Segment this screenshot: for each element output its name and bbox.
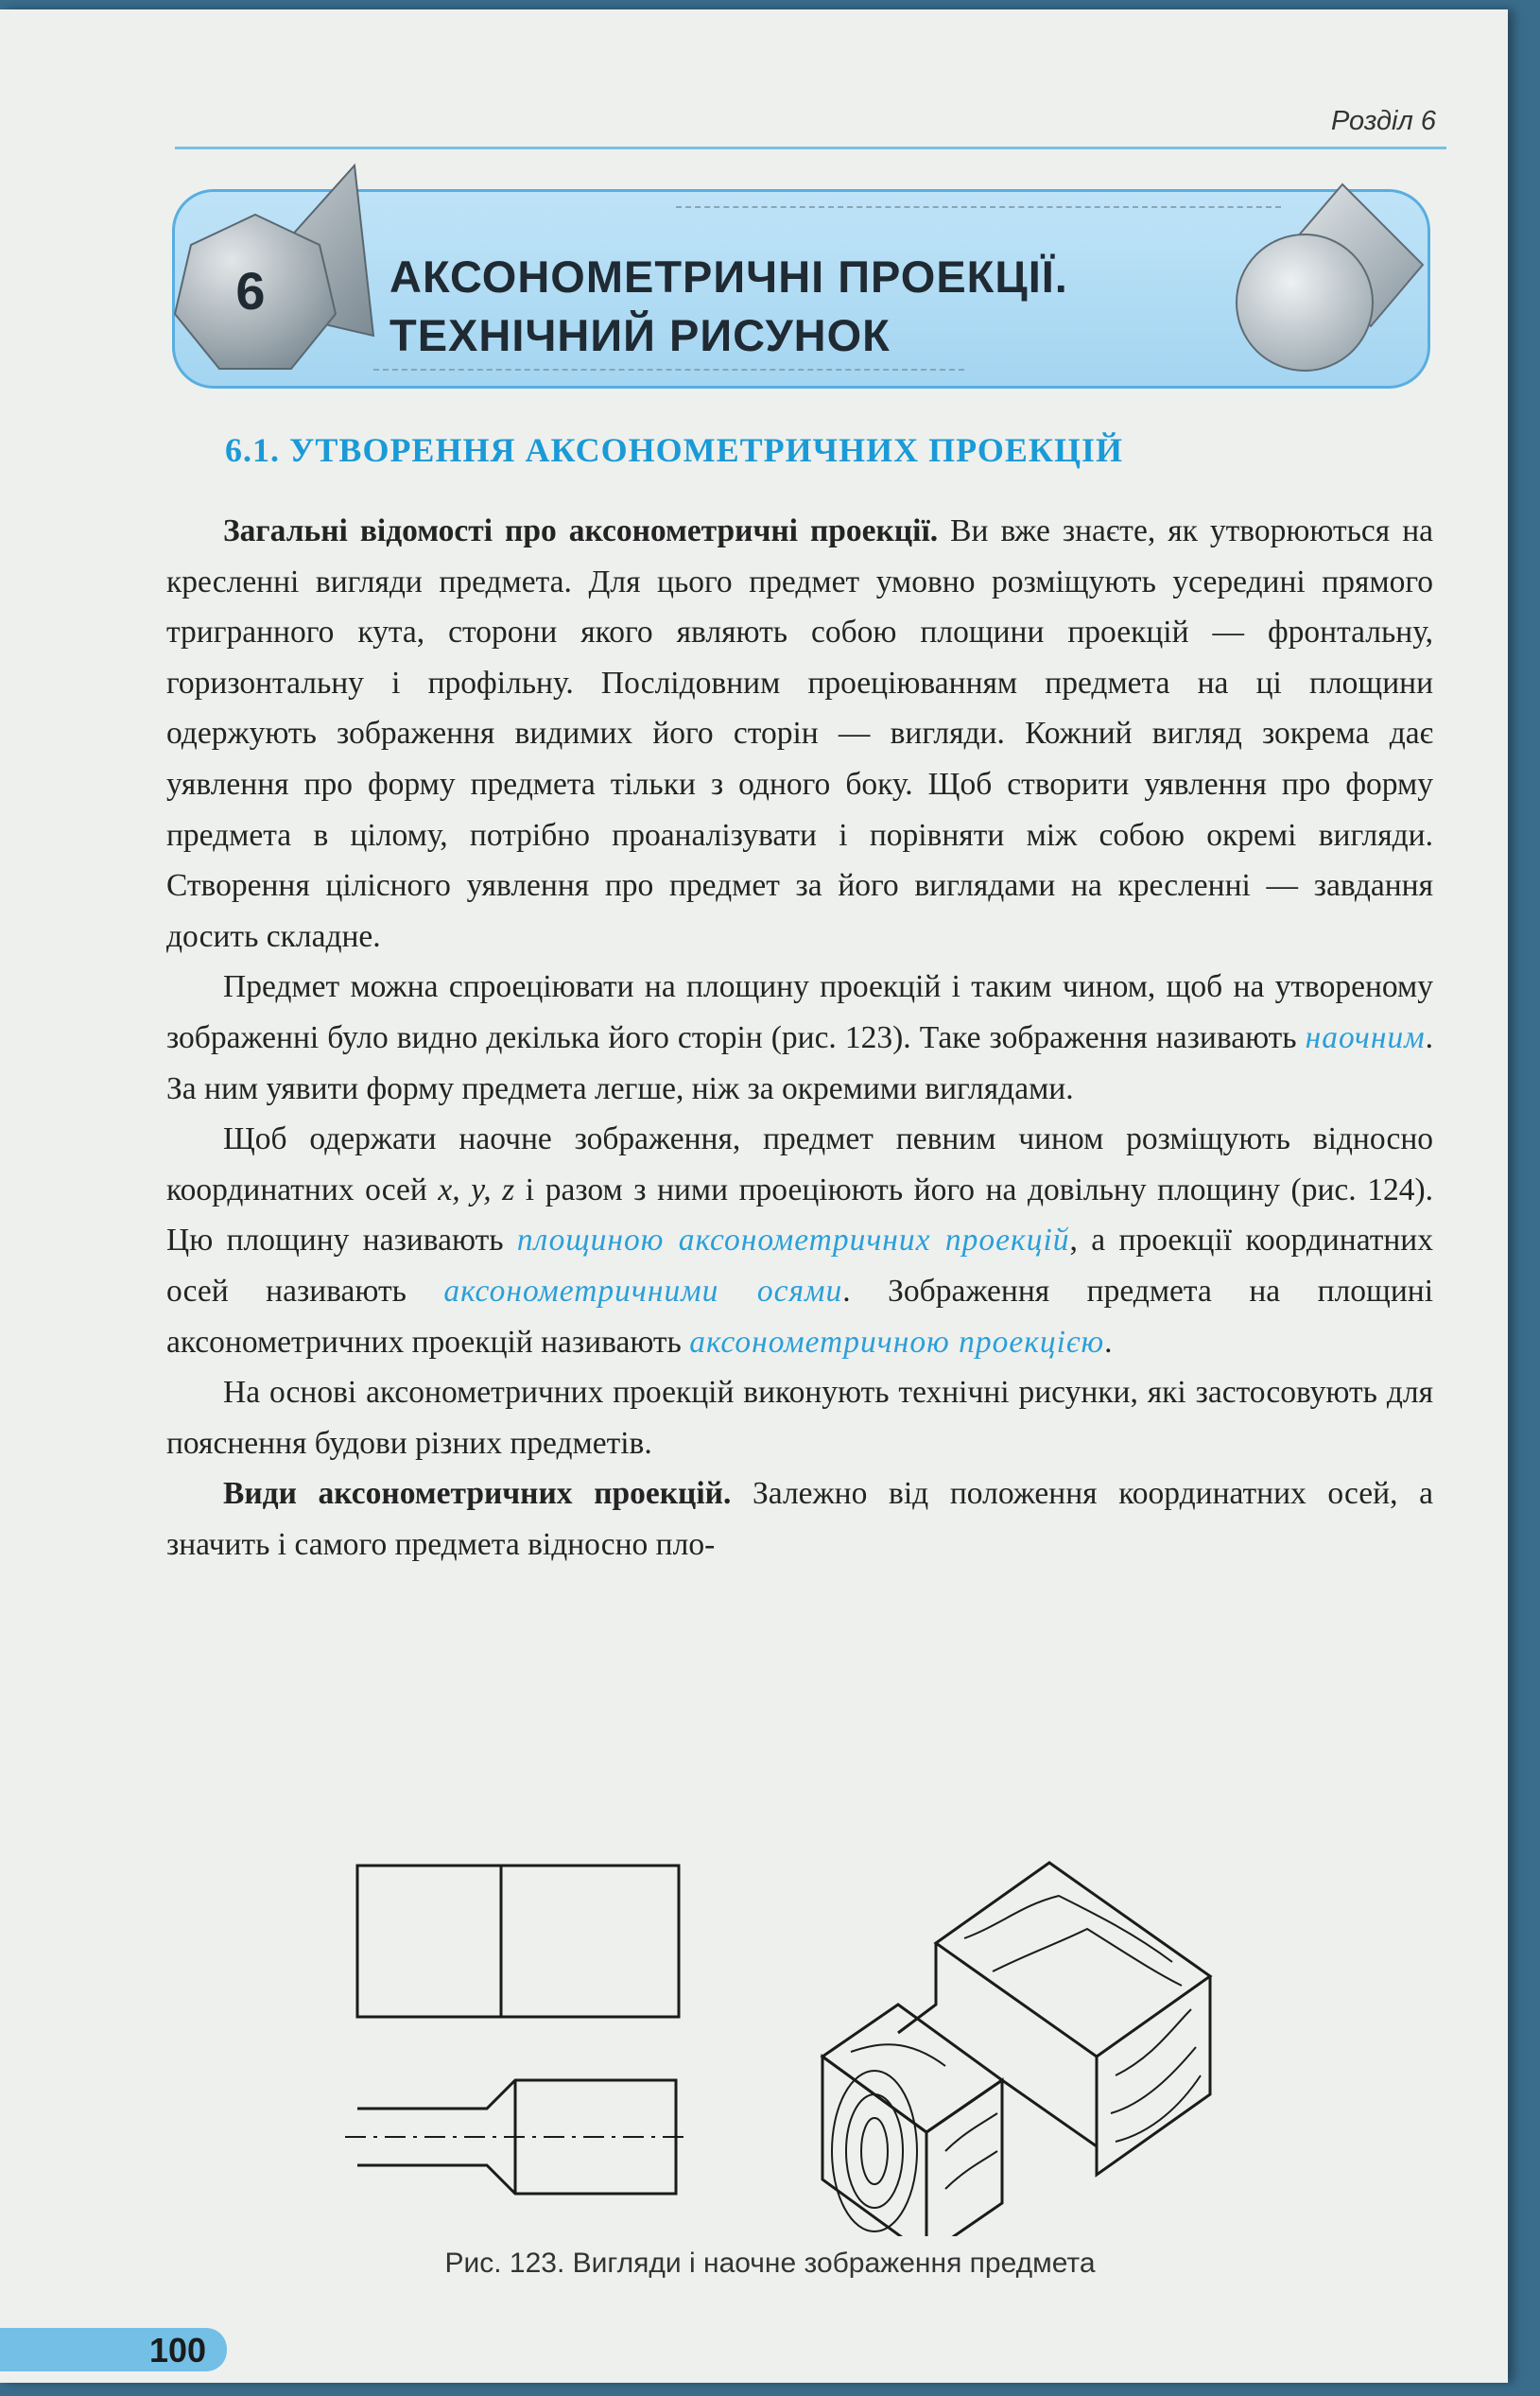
- orthographic-views: [345, 1866, 690, 2194]
- paragraph-2-text-a: Предмет можна спроеціювати на площину проекцій і таким чином, щоб на утвореному зображенні було видно декілька його сторін (рис. 123). Таке зображення називають: [166, 969, 1433, 1055]
- body-text: [166, 506, 1433, 1570]
- term-naochnym: наочним: [1305, 1019, 1426, 1055]
- term-osi: аксонометричними осями: [443, 1273, 843, 1309]
- figure-123: [340, 1839, 1238, 2236]
- paragraph-2-text-b: . За ним уявити форму предмета легше, ніж за окремими виглядами.: [166, 1019, 1433, 1106]
- paragraph-3-text-c: , а проекції координатних осей називають: [166, 1223, 1433, 1309]
- paragraph-1-text: Ви вже знаєте, як утворюються на кресленні вигляди предмета. Для цього предмет умовно розміщують усередині прямого тригранного кута, сторони якого являють собою площини проекцій — фронтальну, горизонтальну і профільну. Послідовним проеціюванням предмета на ці площини одержують зображення видимих його сторін — вигляди. Кожний вигляд зокрема дає уявлення про форму предмета тільки з одного боку. Щоб створити уявлення про форму предмета в цілому, потрібно проаналізувати і порівняти між собою окремі вигляди. Створення цілісного уявлення про предмет за його виглядами на кресленні — завдання досить складне.: [166, 513, 1433, 954]
- paragraph-3: [166, 1114, 1433, 1367]
- chapter-number: 6: [235, 261, 266, 321]
- axes-label: x, y, z: [438, 1172, 515, 1207]
- grain-front-side-2: [945, 2151, 997, 2189]
- paragraph-1-lead: Загальні відомості про аксонометричні проекції.: [223, 513, 939, 548]
- header-rule: [175, 147, 1446, 149]
- paragraph-2: [166, 962, 1433, 1114]
- paragraph-3-text-b: і разом з ними проеціюють його на довільну площину (рис. 124). Цю площину називають: [166, 1172, 1433, 1259]
- page-number: 100: [149, 2331, 207, 2370]
- paragraph-4: На основі аксонометричних проекцій виконують технічні рисунки, які застосовують для пояснення будови різних предметів.: [166, 1375, 1433, 1461]
- paragraph-3-text-a: Щоб одержати наочне зображення, предмет певним чином розміщують відносно координатних осей: [166, 1121, 1433, 1207]
- isometric-view: [822, 1863, 1210, 2236]
- banner-dash-line-top: [676, 206, 1281, 208]
- iso-neck-edge: [1002, 2080, 1097, 2146]
- paragraph-3-text-e: .: [1104, 1324, 1113, 1360]
- chapter-cylinder-icon: [1229, 175, 1437, 392]
- grain-side-2: [1111, 2047, 1196, 2113]
- chapter-title: [389, 248, 1068, 365]
- iso-back-right: [1097, 1976, 1210, 2175]
- grain-ring-2: [846, 2094, 903, 2208]
- term-proektsiia: аксонометричною проекцією: [689, 1324, 1105, 1360]
- front-view: [357, 1866, 679, 2017]
- grain-ring-1: [861, 2118, 888, 2184]
- paragraph-5: [166, 1468, 1433, 1570]
- chapter-title-line1: АКСОНОМЕТРИЧНІ ПРОЕКЦІЇ.: [389, 252, 1068, 302]
- running-header-section: Розділ 6: [1331, 106, 1436, 136]
- grain-front-top-1: [851, 2044, 945, 2066]
- grain-front-side-1: [945, 2113, 997, 2151]
- paragraph-5-lead: Види аксонометричних проекцій.: [223, 1476, 732, 1512]
- iso-front-face: [822, 2057, 926, 2236]
- paragraph-1: [166, 506, 1433, 962]
- figure-caption: Рис. 123. Вигляди і наочне зображення предмета: [444, 2248, 1096, 2279]
- chapter-title-line2: ТЕХНІЧНИЙ РИСУНОК: [389, 310, 891, 360]
- term-ploshchyna: площиною аксонометричних проекцій: [516, 1223, 1070, 1259]
- paragraph-3-text-d: . Зображення предмета на площині аксонометричних проекцій називають: [166, 1273, 1433, 1360]
- iso-front-side: [926, 2080, 1002, 2236]
- section-heading: 6.1. УТВОРЕННЯ АКСОНОМЕТРИЧНИХ ПРОЕКЦІЙ: [225, 431, 1123, 469]
- paragraph-5-text: Залежно від положення координатних осей, а значить і самого предмета відносно пло-: [166, 1476, 1433, 1562]
- banner-dash-line-bottom: [373, 369, 964, 371]
